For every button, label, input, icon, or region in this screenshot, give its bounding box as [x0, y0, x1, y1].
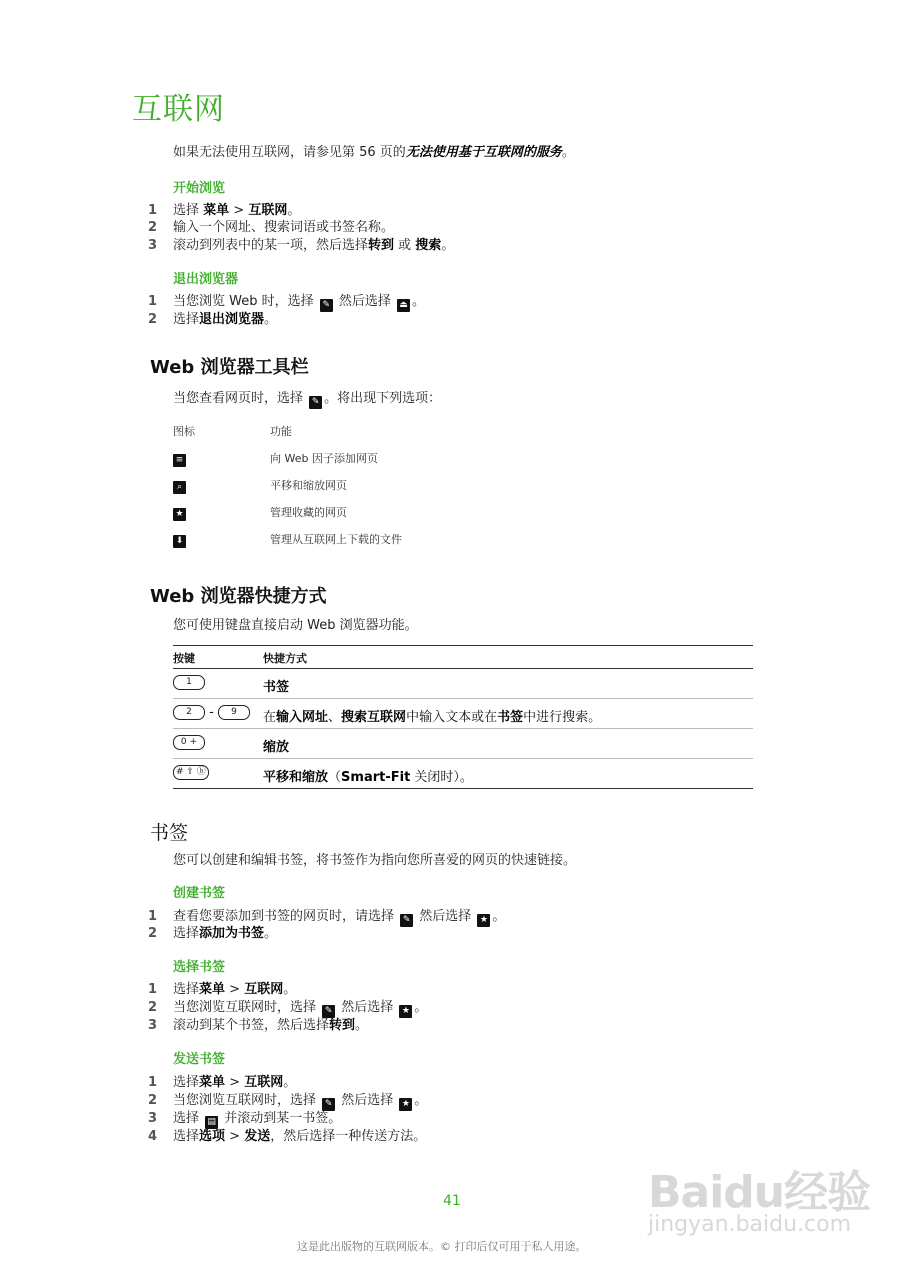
- exit-browser-heading: 退出浏览器: [173, 272, 239, 287]
- toolbar-row: ≡ 向 Web 因子添加网页: [173, 450, 186, 468]
- baidu-logo: Baidu经验: [648, 1167, 871, 1218]
- key-1-icon: 1: [173, 675, 205, 690]
- toolbar-row: ⬇ 管理从互联网上下载的文件: [173, 531, 186, 549]
- step-item: 1 选择 菜单 > 互联网。: [148, 203, 301, 218]
- bookmark-star-icon: ★: [173, 508, 186, 521]
- step-item: 2 当您浏览互联网时，选择 ✎ 然后选择 ★ 。: [148, 1093, 428, 1109]
- table-row: 1 书签: [173, 669, 753, 699]
- exit-icon: ⏏: [397, 299, 410, 312]
- key-9-icon: 9: [218, 705, 250, 720]
- rss-icon: ≡: [173, 454, 186, 467]
- key-2-icon: 2: [173, 705, 205, 720]
- step-item: 1 选择菜单 > 互联网。: [148, 982, 297, 997]
- table-row: 0 + 缩放: [173, 729, 753, 759]
- step-item: 2 输入一个网址、搜索词语或书签名称。: [148, 220, 395, 235]
- create-bookmark-heading: 创建书签: [173, 886, 226, 901]
- intro-paragraph: 如果无法使用互联网，请参见第 56 页的无法使用基于互联网的服务。: [173, 145, 575, 160]
- shortcuts-heading: Web 浏览器快捷方式: [150, 586, 327, 607]
- pencil-icon: ✎: [320, 299, 333, 312]
- function-column-header: 功能: [270, 425, 292, 438]
- bookmark-star-icon: ★: [477, 914, 490, 927]
- toolbar-row: ★ 管理收藏的网页: [173, 504, 186, 522]
- bookmarks-folder-icon: ▤: [205, 1116, 218, 1129]
- intro-link-text: 无法使用基于互联网的服务: [405, 145, 562, 160]
- bookmark-star-icon: ★: [399, 1005, 412, 1018]
- pencil-icon: ✎: [322, 1005, 335, 1018]
- icon-column-header: 图标: [173, 425, 195, 438]
- key-0-icon: 0 +: [173, 735, 205, 750]
- bookmarks-desc: 您可以创建和编辑书签，将书签作为指向您所喜爱的网页的快速链接。: [173, 853, 577, 868]
- start-browse-heading: 开始浏览: [173, 181, 226, 196]
- baidu-url: jingyan.baidu.com: [648, 1212, 852, 1237]
- table-row: # ⇧ ⓑ 平移和缩放（Smart-Fit 关闭时）。: [173, 759, 753, 789]
- shortcuts-table: [173, 645, 753, 789]
- bookmark-star-icon: ★: [399, 1098, 412, 1111]
- step-item: 1 查看您要添加到书签的网页时，请选择 ✎ 然后选择 ★ 。: [148, 909, 506, 925]
- step-item: 3 选择 ▤ 并滚动到某一书签。: [148, 1111, 342, 1127]
- step-item: 2 当您浏览互联网时，选择 ✎ 然后选择 ★ 。: [148, 1000, 428, 1016]
- toolbar-desc: 当您查看网页时，选择 ✎ 。将出现下列选项：: [173, 391, 442, 407]
- toolbar-row: ⌕ 平移和缩放网页: [173, 477, 186, 495]
- page-title: 互联网: [132, 92, 225, 127]
- step-item: 1 当您浏览 Web 时，选择 ✎ 然后选择 ⏏ 。: [148, 294, 426, 310]
- table-row: 2 - 9 在输入网址、搜索互联网中输入文本或在书签中进行搜索。: [173, 699, 753, 729]
- footer-note: 这是此出版物的互联网版本。© 打印后仅可用于私人用途。: [297, 1240, 587, 1253]
- step-item: 3 滚动到列表中的某一项，然后选择转到 或 搜索。: [148, 238, 455, 253]
- zoom-icon: ⌕: [173, 481, 186, 494]
- step-item: 1 选择菜单 > 互联网。: [148, 1075, 297, 1090]
- page-number: 41: [443, 1193, 461, 1209]
- pencil-icon: ✎: [400, 914, 413, 927]
- step-item: 2 选择添加为书签。: [148, 926, 278, 941]
- pencil-icon: ✎: [322, 1098, 335, 1111]
- key-hash-icon: # ⇧ ⓑ: [173, 765, 209, 780]
- send-bookmark-heading: 发送书签: [173, 1052, 226, 1067]
- pencil-icon: ✎: [309, 396, 322, 409]
- toolbar-heading: Web 浏览器工具栏: [150, 357, 309, 378]
- baidu-watermark: [648, 1148, 871, 1244]
- shortcuts-desc: 您可使用键盘直接启动 Web 浏览器功能。: [173, 618, 418, 633]
- download-icon: ⬇: [173, 535, 186, 548]
- select-bookmark-heading: 选择书签: [173, 960, 226, 975]
- bookmarks-heading: 书签: [150, 822, 189, 844]
- step-item: 4 选择选项 > 发送，然后选择一种传送方法。: [148, 1129, 427, 1144]
- step-item: 2 选择退出浏览器。: [148, 312, 278, 327]
- table-header: 按键 快捷方式: [173, 645, 753, 669]
- step-item: 3 滚动到某个书签，然后选择转到。: [148, 1018, 369, 1033]
